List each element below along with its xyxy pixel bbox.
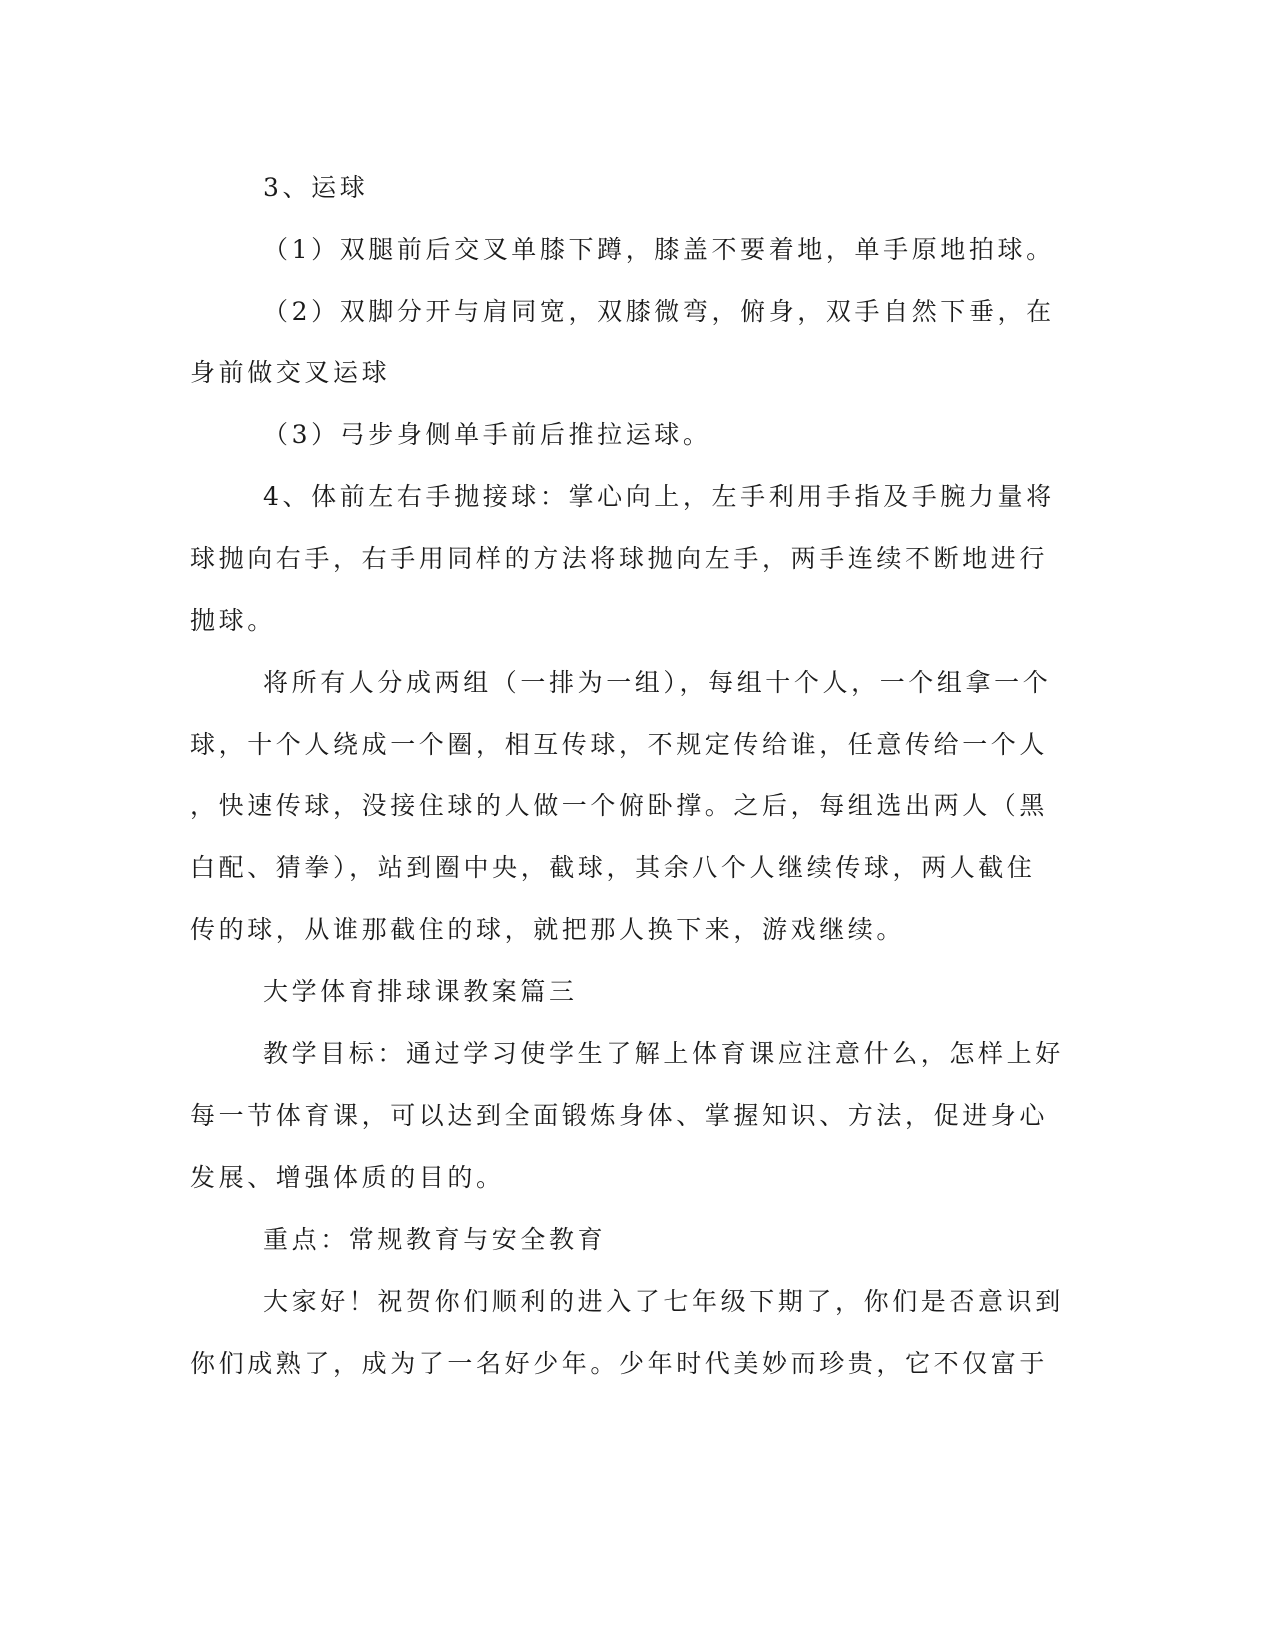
key-points-line: 重点：常规教育与安全教育 bbox=[263, 1225, 607, 1254]
game-paragraph-cont-4: 传的球，从谁那截住的球，就把那人换下来，游戏继续。 bbox=[190, 915, 906, 944]
dribbling-step-1: （1）双腿前后交叉单膝下蹲，膝盖不要着地，单手原地拍球。 bbox=[263, 235, 1055, 264]
game-paragraph-cont-3: 白配、猜拳），站到圈中央，截球，其余八个人继续传球，两人截住 bbox=[190, 853, 1036, 882]
greeting-paragraph-cont: 你们成熟了，成为了一名好少年。少年时代美妙而珍贵，它不仅富于 bbox=[190, 1349, 1049, 1378]
game-paragraph-cont-1: 球，十个人绕成一个圈，相互传球，不规定传给谁，任意传给一个人 bbox=[190, 730, 1049, 759]
heading-dribbling: 3、运球 bbox=[263, 173, 369, 202]
toss-catch-paragraph-cont-1: 球抛向右手，右手用同样的方法将球抛向左手，两手连续不断地进行 bbox=[190, 544, 1049, 573]
toss-catch-paragraph: 4、体前左右手抛接球：掌心向上，左手利用手指及手腕力量将 bbox=[263, 482, 1055, 511]
game-paragraph-cont-2: ，快速传球，没接住球的人做一个俯卧撑。之后，每组选出两人（黑 bbox=[190, 791, 1049, 820]
teaching-goal-paragraph-cont-2: 发展、增强体质的目的。 bbox=[190, 1163, 505, 1192]
toss-catch-paragraph-cont-2: 抛球。 bbox=[190, 606, 276, 635]
dribbling-step-2-cont: 身前做交叉运球 bbox=[190, 358, 391, 387]
greeting-paragraph: 大家好！祝贺你们顺利的进入了七年级下期了，你们是否意识到 bbox=[263, 1287, 1064, 1316]
teaching-goal-paragraph-cont-1: 每一节体育课，可以达到全面锻炼身体、掌握知识、方法，促进身心 bbox=[190, 1101, 1049, 1130]
dribbling-step-3: （3）弓步身侧单手前后推拉运球。 bbox=[263, 420, 712, 449]
dribbling-step-2: （2）双脚分开与肩同宽，双膝微弯，俯身，双手自然下垂，在 bbox=[263, 297, 1055, 326]
section-title: 大学体育排球课教案篇三 bbox=[263, 977, 578, 1006]
game-paragraph: 将所有人分成两组（一排为一组），每组十个人，一个组拿一个 bbox=[263, 668, 1052, 697]
teaching-goal-paragraph: 教学目标：通过学习使学生了解上体育课应注意什么，怎样上好 bbox=[263, 1039, 1064, 1068]
